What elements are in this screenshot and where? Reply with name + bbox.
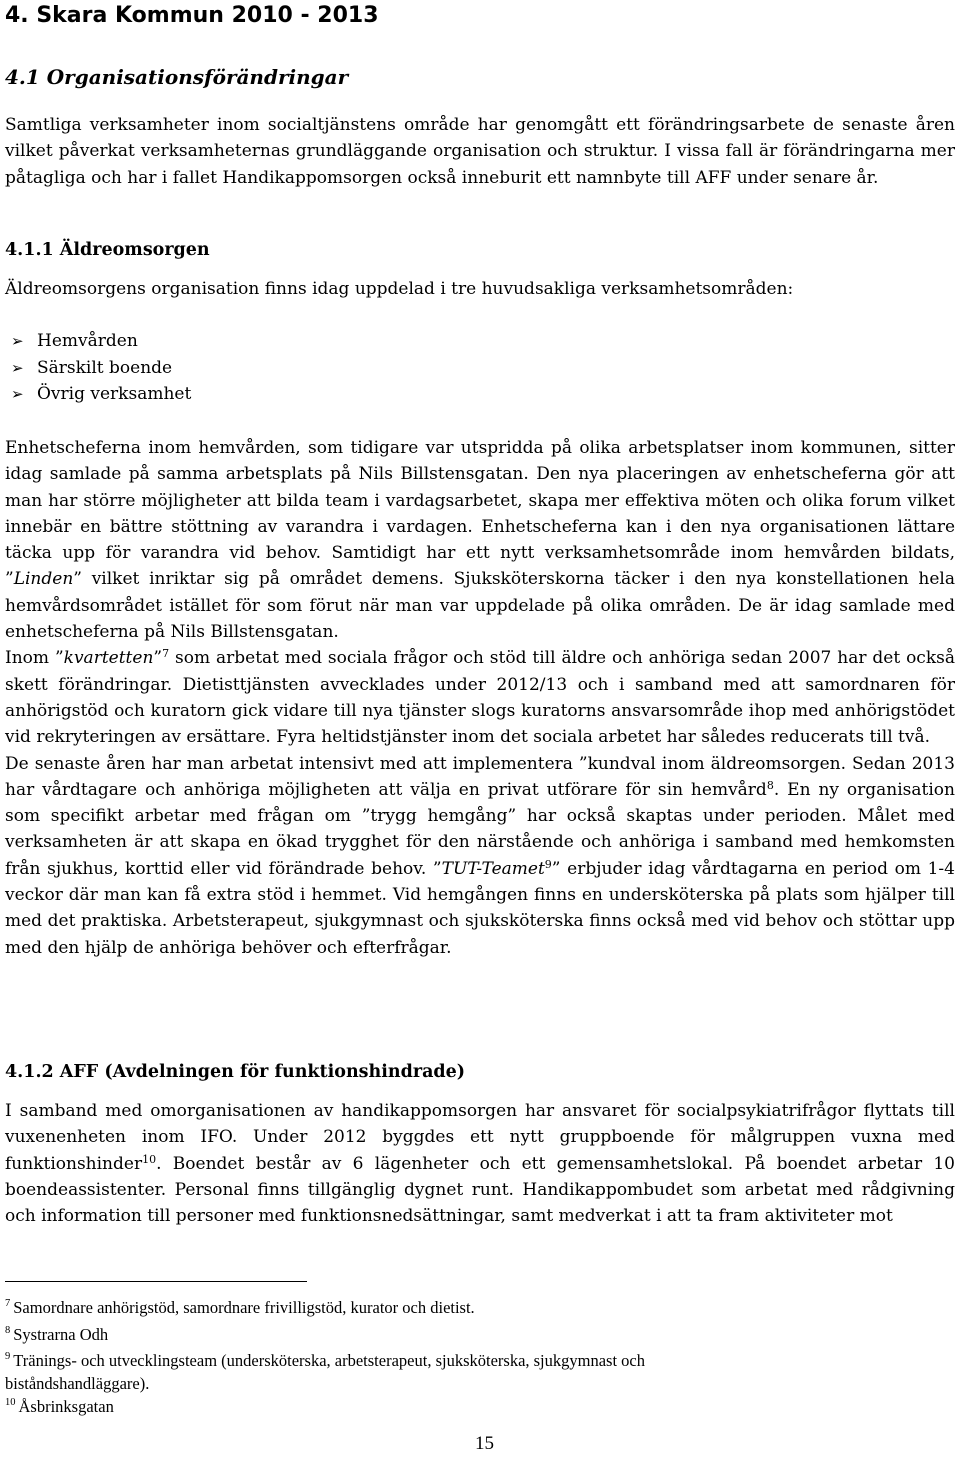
body-text: I samband med omorganisationen av handikappomsorgen har ansvaret för socialpsykiatrifrågor flyttats till vuxenenheten inom IFO. Under 2012 byggdes ett nytt gruppboende för målgruppen vuxna med funktionshinder	[5, 1101, 955, 1174]
body-paragraph-3: De senaste åren har man arbetat intensivt med att implementera ”kundval inom äldreomsorgen. Sedan 2013 har vårdtagare och anhöriga möjligheten att välja en privat utförare för sin hemvård$^8$. En ny organisation som specifikt arbetar med frågan om ”trygg hemgång” har också skaptas under perioden. Målet med verksamheten är att skapa en ökad trygghet för den närstående och anhöriga i samband med hemkomsten från sjukhus, korttid eller vid förändrade behov. ”TUT-Teamet$^9$” erbjuder idag vårdtagarna en period om 1-4 veckor där man kan få extra stöd i hemmet. Vid hemgången finns en undersköterska på plats som hjälper till med det praktiska. Arbetsterapeut, sjukgymnast och sjuksköterska finns också med vid behov och stöttar upp med den hjälp de anhöriga behöver och efterfrågar.	[5, 753, 955, 958]
arrowhead-bullet-icon: ➢	[11, 385, 24, 403]
footnote-divider	[5, 1281, 307, 1282]
linden-term: Linden	[13, 569, 74, 590]
quote-close: ”	[73, 569, 82, 590]
page-number: 15	[475, 1433, 494, 1454]
footnote-text: Åsbrinksgatan	[18, 1397, 114, 1416]
list-item	[5, 328, 191, 355]
list-item	[5, 355, 191, 382]
subsection-2-body	[5, 1098, 955, 1229]
intro-paragraph: Samtliga verksamheter inom socialtjänstens område har genomgått ett förändringsarbete de senaste åren vilket påverkat verksamheternas grundläggande organisation och struktur. I vissa fall är förändringarna mer påtagliga och har i fallet Handikappomsorgen också inneburit ett namnbyte till AFF under senare år.	[5, 115, 955, 188]
subsection-1-body	[5, 435, 955, 961]
quote-open: ”	[5, 569, 14, 590]
body-text: som arbetat med sociala frågor och stöd till äldre och anhöriga sedan 2007 har det också skett förändringar. Dietisttjänsten avvecklades under 2012/13 och i samband med att samordnaren för anhörigstöd och kuratorn gick vidare till nya tjänster slogs kuratorns ansvarsområde ihop med anhörigstödet vid rekryteringen av ersättare. Fyra heltidstjänster inom det sociala arbetet har således reducerats till två.	[5, 648, 955, 748]
body-text: Inom	[5, 648, 50, 669]
body-paragraph-2: Inom ”kvartetten”$^7$ som arbetat med sociala frågor och stöd till äldre och anhöriga sedan 2007 har det också skett förändringar. Dietisttjänsten avvecklades under 2012/13 och i samband med att samordnaren för anhörigstöd och kuratorn gick vidare till nya tjänster slogs kuratorns ansvarsområde ihop med anhörigstödet vid rekryteringen av ersättare. Fyra heltidstjänster inom det sociala arbetet har således reducerats till två.	[5, 647, 955, 748]
footnote-ref-10: 10	[142, 1152, 157, 1166]
footnote-7	[5, 1297, 475, 1318]
footnote-number: 9	[5, 1351, 11, 1362]
body-paragraph-4	[5, 1098, 955, 1229]
footnote-8	[5, 1324, 108, 1345]
arrowhead-bullet-icon: ➢	[11, 358, 24, 377]
footnote-number: 7	[5, 1298, 11, 1309]
bullet-list	[5, 328, 191, 408]
bullet-text: Särskilt boende	[37, 357, 173, 378]
body-text: De senaste åren har man arbetat intensivt med att implementera ”kundval inom äldreomsorgen. Sedan 2013 har vårdtagare och anhöriga möjligheten att välja en privat utförare för sin hemvård	[5, 753, 955, 800]
footnote-ref-8: 8	[766, 778, 774, 792]
footnote-text: Samordnare anhörigstöd, samordnare frivilligstöd, kurator och dietist.	[13, 1298, 475, 1317]
footnote-text: Systrarna Odh	[13, 1325, 109, 1344]
footnote-number: 10	[5, 1397, 16, 1408]
section-title: 4.1 Organisationsförändringar	[5, 65, 349, 89]
subsection-1-title: 4.1.1 Äldreomsorgen	[5, 240, 210, 260]
tut-teamet-term: TUT-Teamet	[441, 858, 545, 879]
footnote-ref-7: 7	[162, 647, 170, 661]
intro-block	[5, 112, 955, 191]
footnote-text: Tränings- och utvecklingsteam (undersköterska, arbetsterapeut, sjuksköterska, sjukgymnast och	[13, 1351, 646, 1370]
footnote-number: 8	[5, 1325, 11, 1336]
list-item	[5, 381, 191, 408]
bullet-text: Hemvården	[37, 331, 138, 351]
body-text: erbjuder idag vårdtagarna en period om 1-4 veckor där man kan få extra stöd i hemmet. Vid hemgången finns en undersköterska på plats som hjälper till med det praktiska. Arbetsterapeut, sjukgymnast och sjuksköterska finns också med vid behov och stöttar upp med den hjälp de anhöriga behöver och efterfrågar.	[5, 858, 955, 958]
body-text: . Boendet består av 6 lägenheter och ett gemensamhetslokal. På boendet arbetar 10 boendeassistenter. Personal finns tillgänglig dygnet runt. Handikappombudet som arbetat med rådgivning och information till personer med funktionsnedsättningar, samt medverkat i att ta fram aktiviteter mot	[5, 1153, 955, 1227]
kvartetten-term: kvartetten	[63, 648, 154, 669]
arrowhead-bullet-icon: ➢	[11, 332, 24, 350]
chapter-title: 4. Skara Kommun 2010 - 2013	[5, 3, 379, 28]
body-text: Enhetscheferna inom hemvården, som tidigare var utspridda på olika arbetsplatser inom kommunen, sitter idag samlade på samma arbetsplats på Nils Billstensgatan. Den nya placeringen av enhetscheferna gör att man har större möjligheter att bilda team i vardagsarbetet, skapa mer effektiva möten och olika forum vilket innebär en bättre stöttning av varandra i vardagen. Enhetscheferna kan i den nya organisationen lättare täcka upp för varandra vid behov. Samtidigt har ett nytt verksamhetsområde inom hemvården bildats,	[5, 438, 955, 564]
subsection-2-title: 4.1.2 AFF (Avdelningen för funktionshindrade)	[5, 1062, 466, 1082]
body-text: . En ny organisation som specifikt arbetar med frågan om ”trygg hemgång” har också skaptas under perioden. Målet med verksamheten är att skapa en ökad trygghet för den närstående och anhöriga i samband med hemkomsten från sjukhus, korttid eller vid förändrade behov.	[5, 779, 955, 879]
bullet-text: Övrig verksamhet	[37, 384, 192, 404]
footnote-9	[5, 1350, 645, 1371]
subsection-1-lead: Äldreomsorgens organisation finns idag uppdelad i tre huvudsakliga verksamhetsområden:	[5, 279, 794, 299]
footnote-10	[5, 1396, 114, 1417]
body-paragraph-1	[5, 435, 955, 645]
subsection-1-lead-block	[5, 276, 955, 302]
footnote-9-continued: biståndshandläggare).	[5, 1374, 150, 1393]
footnote-ref-9: 9	[544, 857, 552, 871]
body-text: vilket inriktar sig på området demens. Sjuksköterskorna täcker i den nya konstellationen hela hemvårdsområdet istället för som förut när man var uppdelade på olika områden. De är idag samlade med enhetscheferna på Nils Billstensgatan.	[5, 569, 955, 643]
